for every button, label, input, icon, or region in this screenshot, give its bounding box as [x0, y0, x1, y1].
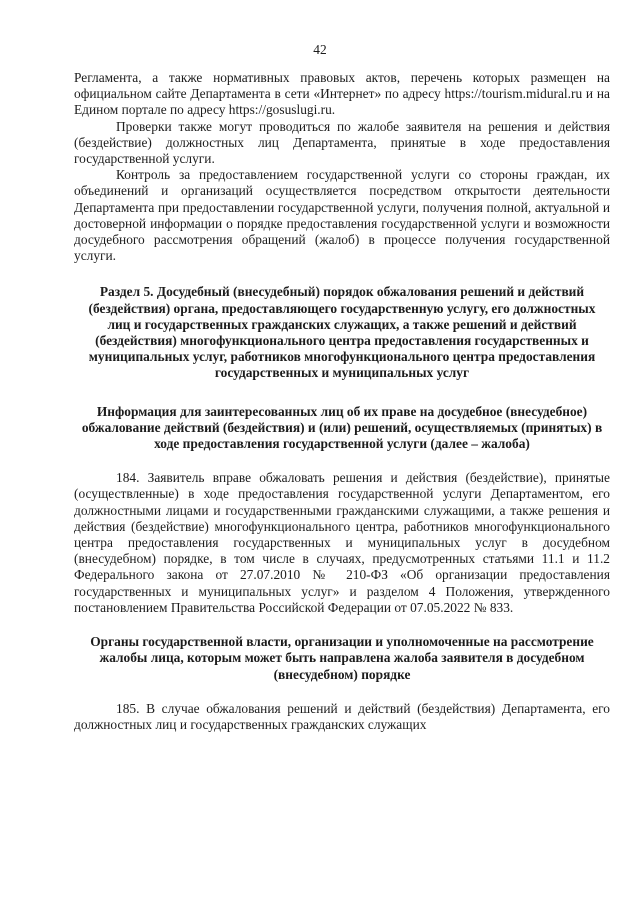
section-5-title: Раздел 5. Досудебный (внесудебный) порядок обжалования решений и действий (бездействия) органа, предоставляющего государственную услугу, его должностных лиц и государственных гражданских служащих, а также решений и действий (бездействия) многофункционального центра предоставления государственных и муниципальных услуг, работников многофункционального центра предоставления государственных и муниципальных услуг: [88, 284, 596, 381]
page-content: [74, 70, 610, 733]
paragraph-complaint-checks: Проверки также могут проводиться по жалобе заявителя на решения и действия (бездействие) должностных лиц Департамента, принятые в ходе предоставления государственной услуги.: [74, 118, 610, 167]
subsection-organs-title: Органы государственной власти, организации и уполномоченные на рассмотрение жалобы лица, которым может быть направлена жалоба заявителя в досудебном (внесудебном) порядке: [90, 634, 594, 682]
subsection-info-title: Информация для заинтересованных лиц об их праве на досудебное (внесудебное) обжалование действий (бездействия) и (или) решений, осуществляемых (принятых) в ходе предоставления государственной услуги (далее – жалоба): [81, 403, 603, 452]
page-number: 42: [313, 42, 327, 57]
paragraph-citizen-control: Контроль за предоставлением государственной услуги со стороны граждан, их объединений и организаций осуществляется посредством открытости деятельности Департамента при предоставлении государственной услуги, получения полной, актуальной и достоверной информации о порядке предоставления государственной услуги и возможности досудебного рассмотрения обращений (жалоб) в процессе получения государственной услуги.: [74, 167, 610, 264]
paragraph-185: 185. В случае обжалования решений и действий (бездействия) Департамента, его должностных лиц и государственных гражданских служащих: [74, 700, 610, 732]
paragraph-regulation-continuation: Регламента, а также нормативных правовых актов, перечень которых размещен на официальном сайте Департамента в сети «Интернет» по адресу https://tourism.midural.ru и на Едином портале по адресу https://gosuslugi.ru.: [74, 70, 610, 118]
paragraph-184: 184. Заявитель вправе обжаловать решения и действия (бездействие), принятые (осуществленные) в ходе предоставления государственной услуги Департаментом, его должностными лицами и государственными гражданскими служащими, а также решения и действия (бездействие) многофункционального центра, работников многофункционального центра предоставления государственных и муниципальных услуг в досудебном (внесудебном) порядке, в том числе в случаях, предусмотренных статьями 11.1 и 11.2 Федерального закона от 27.07.2010 № 210-ФЗ «Об организации предоставления государственных и муниципальных услуг» и разделом 4 Положения, утвержденного постановлением Правительства Российской Федерации от 07.05.2022 № 833.: [74, 470, 610, 615]
